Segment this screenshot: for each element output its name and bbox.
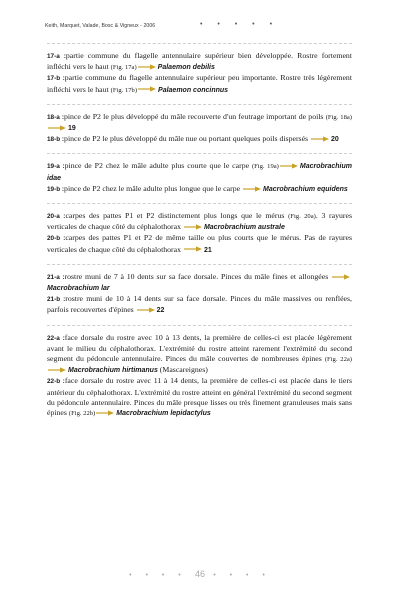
running-head: Keith, Marquet, Valade, Bosc & Vigneux - 2006 <box>45 23 156 29</box>
taxon-name: Macrobrachium idae <box>47 163 352 182</box>
entry-text-continued: . 3 rayures verticales de chaque côté du céphalothorax <box>47 211 352 232</box>
entry-code: 18-a : <box>47 113 64 121</box>
key-couplet <box>47 104 352 146</box>
key-entry <box>47 272 352 294</box>
entry-code: 19-a : <box>47 163 65 171</box>
arrow-right-icon <box>48 367 66 373</box>
entry-code: 17-a : <box>47 53 66 60</box>
entry-text: pince de P2 le plus développé du mâle nue ou portant quelques poils dispersés <box>64 134 311 144</box>
arrow-right-icon <box>243 186 261 192</box>
separator-line <box>47 203 352 204</box>
key-entry <box>47 233 352 255</box>
goto-couplet-number: 21 <box>203 246 212 254</box>
arrow-right-icon <box>184 246 202 252</box>
entry-text: partie commune du flagelle antennulaire supérieur peu importante. Rostre très légèrement infléchi vers le haut <box>47 73 352 94</box>
key-couplet <box>47 325 352 420</box>
goto-couplet-number: 22 <box>156 307 165 315</box>
key-entry <box>47 134 352 145</box>
entry-text: pince de P2 chez le mâle adulte plus longue que le carpe <box>64 183 243 193</box>
taxon-name: Macrobrachium equidens <box>263 185 348 193</box>
separator-line <box>47 325 352 326</box>
entry-text: face dorsale du rostre avec 11 à 14 dents, la première de celles-ci est placée dans le tiers antérieur du céphalothorax. L'extrémité du rostre atteint en général l'extrémité du second segment du pédoncule antennulaire. Pinces du mâle presque lisses ou très finement granuleuses mais sans épines <box>47 376 352 418</box>
key-entry <box>47 294 352 316</box>
page-footer <box>0 569 400 579</box>
arrow-right-icon <box>137 307 155 313</box>
arrow-right-icon <box>311 136 329 142</box>
key-entry <box>47 112 352 134</box>
entry-text: rostre muni de 10 à 14 dents sur sa face dorsale. Pinces du mâle massives ou renflées, parfois recouvertes d'épines <box>47 294 352 315</box>
figure-reference: (Fig. 18a) <box>325 113 352 121</box>
taxon-name: Palaemon concinnus <box>158 86 229 94</box>
arrow-right-icon <box>48 125 66 131</box>
entry-text: partie commune du flagelle antennulaire supérieur bien développée. Rostre fortement infléchi vers le haut <box>47 51 352 72</box>
figure-reference: (Fig. 19a) <box>251 163 279 171</box>
separator-line <box>47 43 352 44</box>
entry-text: carpes des pattes P1 et P2 distinctement plus longs que le mérus <box>65 211 289 221</box>
key-entry <box>47 211 352 233</box>
entry-text: carpes des pattes P1 et P2 de même taille ou plus courts que le mérus. Pas de rayures verticales de chaque côté du céphalothorax <box>47 233 352 254</box>
separator-line <box>47 153 352 154</box>
key-entry <box>47 376 352 419</box>
entry-code: 20-a : <box>47 213 66 221</box>
arrow-right-icon <box>332 274 350 280</box>
arrow-right-icon <box>96 410 114 416</box>
arrow-right-icon <box>138 86 156 92</box>
key-content <box>47 43 352 427</box>
key-entry <box>47 73 352 95</box>
taxon-name: Macrobrachium hirtimanus <box>68 367 158 375</box>
header-dots: • • • • • <box>200 21 279 28</box>
footer-dots-right: • • • • <box>213 572 271 579</box>
arrow-right-icon <box>138 64 156 70</box>
entry-code: 21-a : <box>47 273 65 281</box>
goto-couplet-number: 20 <box>331 136 339 144</box>
figure-reference: (Fig. 20a) <box>288 213 316 221</box>
key-couplet <box>47 264 352 317</box>
key-couplet <box>47 43 352 96</box>
separator-line <box>47 104 352 105</box>
taxon-name: Palaemon debilis <box>157 64 215 72</box>
entry-text: rostre muni de 7 à 10 dents sur sa face dorsale. Pinces du mâle fines et allongées <box>64 271 331 281</box>
taxon-name: Macrobrachium lepidactylus <box>116 410 211 418</box>
key-entry <box>47 184 352 195</box>
arrow-right-icon <box>184 224 202 230</box>
key-couplet <box>47 203 352 256</box>
entry-code: 22-a : <box>47 334 65 342</box>
footer-dots-left: • • • • <box>129 572 187 579</box>
figure-reference: (Fig. 17a) <box>110 64 137 72</box>
entry-note: (Mascareignes) <box>157 365 208 375</box>
separator-line <box>47 264 352 265</box>
taxon-name: Macrobrachium australe <box>203 224 285 232</box>
entry-code: 19-b : <box>47 185 65 193</box>
taxon-name: Macrobrachium lar <box>47 285 110 293</box>
entry-code: 22-b : <box>47 378 65 386</box>
figure-reference: (Fig. 22a) <box>324 356 352 364</box>
goto-couplet-number: 19 <box>68 125 76 133</box>
entry-code: 17-b : <box>47 75 65 83</box>
figure-reference: (Fig. 17b) <box>110 86 138 94</box>
figure-reference: (Fig. 22b) <box>68 410 96 418</box>
key-couplet <box>47 153 352 195</box>
entry-code: 21-b : <box>47 296 66 304</box>
arrow-right-icon <box>280 163 298 169</box>
page-number: 46 <box>194 569 205 579</box>
key-entry <box>47 51 352 73</box>
entry-text: pince de P2 le plus développé du mâle recouverte d'un feutrage important de poils <box>63 111 326 121</box>
entry-text: pince de P2 chez le mâle adulte plus courte que le carpe <box>64 161 252 171</box>
entry-code: 20-b : <box>47 235 66 243</box>
key-entry <box>47 161 352 183</box>
entry-text: face dorsale du rostre avec 10 à 13 dents, la première de celles-ci est placée légèrement avant le milieu du céphalothorax. L'extrémité du rostre atteint rarement l'extrémité du second segment du pédoncule antennulaire. Pinces du mâle couvertes de nombreuses épines <box>47 332 353 364</box>
entry-code: 18-b : <box>47 136 65 144</box>
key-entry <box>47 333 352 377</box>
